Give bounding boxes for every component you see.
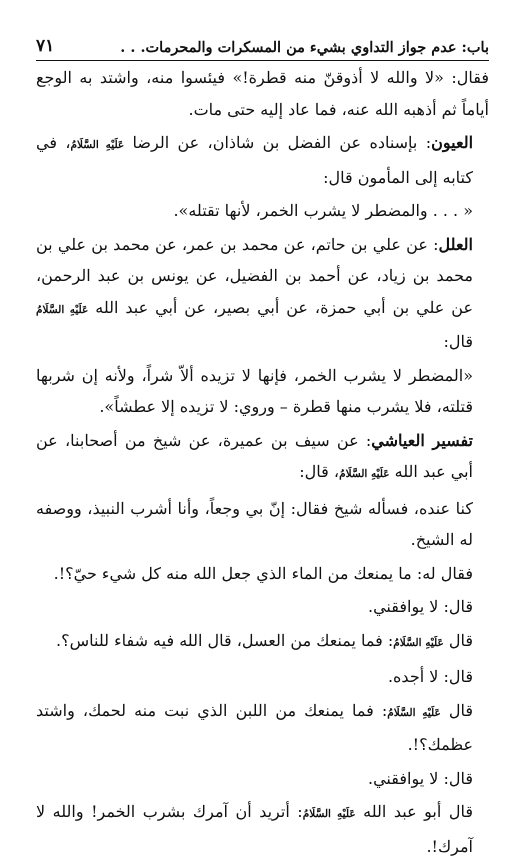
honorific-symbol: عَلَيْهِ السَّلَامُ: [339, 468, 390, 480]
paragraph-text: : فما يمنعك من العسل، قال الله فيه شفاء للناس؟.: [56, 630, 394, 650]
paragraph-text: ، في كتابه إلى المأمون قال:: [36, 133, 473, 187]
paragraph-9: [36, 591, 489, 623]
paragraph-text: «المضطر لا يشرب الخمر، فإنها لا تزيده ألاّ شراً، ولأنه إن شربها قتلته، فلا يشرب منها قطرة – وروي: لا تزيده إلا عطشاً».: [36, 365, 473, 416]
paragraph-text: فقال له: ما يمنعك من الماء الذي جعل الله منه كل شيء حيّ؟!.: [53, 563, 473, 583]
paragraph-1: [36, 62, 489, 125]
paragraph-11: [36, 661, 489, 693]
paragraph-text: قال: لا يوافقني.: [368, 597, 473, 616]
quote-paragraph: [36, 360, 489, 423]
paragraph-text: قال:: [443, 332, 473, 351]
page-body: [36, 62, 489, 862]
paragraph-7: [36, 493, 489, 556]
honorific-symbol: عَلَيْهِ السَّلَامُ: [302, 808, 356, 820]
honorific-symbol: عَلَيْهِ السَّلَامُ: [393, 636, 444, 649]
paragraph-text: : بإسناده عن الفضل بن شاذان، عن الرضا: [132, 133, 432, 152]
honorific-symbol: عَلَيْهِ السَّلَامُ: [387, 706, 441, 719]
honorific-symbol: عَلَيْهِ السَّلَامُ: [70, 139, 125, 151]
paragraph-text: قال: لا أجده.: [387, 667, 473, 686]
chapter-title: باب: عدم جواز التداوي بشيء من المسكرات والمحرمات. . .: [120, 39, 489, 56]
paragraph-text: قال أبو عبد الله: [363, 802, 473, 821]
paragraph-text: كنا عنده، فسأله شيخ فقال: إنّ بي وجعاً، وأنا أشرب النبيذ، ووصفه له الشيخ.: [36, 498, 473, 549]
source-name: العيون: [431, 133, 474, 152]
paragraph-text: قال: [448, 700, 474, 720]
paragraph-14: [36, 796, 489, 862]
paragraph-10: [36, 625, 489, 660]
paragraph-text: فقال: «لا والله لا أذوقنّ منه قطرة!» فيئسوا منه، واشتد به الوجع أياماً ثم أذهبه الله عنه، فما عاد إليه حتى مات.: [36, 68, 489, 119]
paragraph-text: قال: لا يوافقني.: [368, 768, 473, 788]
paragraph-2: [36, 127, 489, 193]
paragraph-text: : أتريد أن آمرك بشرب الخمر! والله لا آمرك!.: [36, 802, 473, 856]
paragraph-text: قال: [448, 630, 473, 650]
paragraph-text: : عن علي بن حاتم، عن محمد بن عمر، عن محمد بن علي بن محمد بن زياد، عن أحمد بن الفضيل، عن يونس بن عبد الرحمن، عن علي بن أبي حمزة، عن أبي بصير، عن أبي عبد الله: [36, 234, 473, 317]
running-header: [36, 34, 489, 61]
source-name: العلل: [438, 234, 473, 254]
page-number: ٧١: [36, 36, 55, 56]
paragraph-text: : فما يمنعك من اللبن الذي نبت منه لحمك، واشتد عظمك؟!.: [36, 700, 473, 754]
quote-paragraph: [36, 195, 489, 227]
paragraph-12: [36, 695, 489, 761]
paragraph-8: [36, 558, 489, 590]
paragraph-4: [36, 229, 489, 358]
paragraph-13: [36, 763, 489, 795]
paragraph-text: : عن سيف بن عميرة، عن شيخ من أصحابنا، عن أبي عبد الله: [36, 430, 473, 481]
paragraph-text: « . . . والمضطر لا يشرب الخمر، لأنها تقتله».: [173, 201, 473, 220]
paragraph-6: [36, 425, 489, 491]
honorific-symbol: عَلَيْهِ السَّلَامُ: [36, 303, 89, 316]
source-name: تفسير العياشي: [371, 430, 474, 450]
paragraph-text: ، قال:: [299, 462, 340, 481]
